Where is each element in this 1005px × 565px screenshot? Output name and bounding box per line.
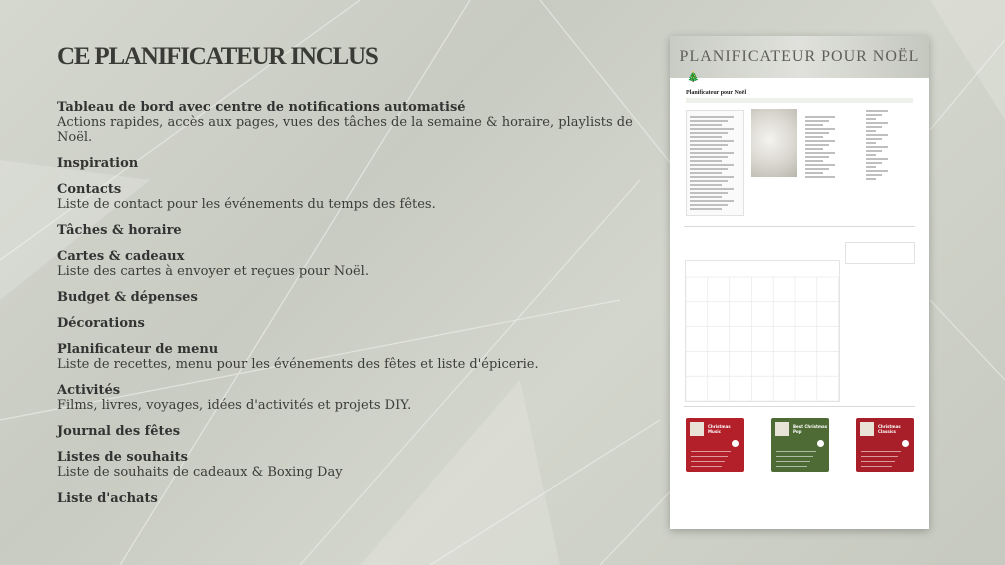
feature-item <box>57 491 647 506</box>
feature-description: Liste de contact pour les événements du temps des fêtes. <box>57 197 436 212</box>
preview-text-line <box>866 114 882 116</box>
preview-text-line <box>690 192 728 194</box>
preview-inspiration-photo <box>751 109 797 177</box>
preview-text-line <box>866 162 882 164</box>
preview-playlist-2 <box>771 418 829 472</box>
preview-calendar-grid <box>686 261 839 401</box>
preview-banner <box>670 36 929 78</box>
preview-text-line <box>690 152 734 154</box>
preview-text-line <box>690 128 734 130</box>
preview-text-line <box>866 122 888 124</box>
feature-title: Listes de souhaits <box>57 450 188 465</box>
playlist-title: Best Christmas Pop <box>793 424 828 434</box>
preview-text-line <box>690 148 722 150</box>
feature-title: Cartes & cadeaux <box>57 249 185 264</box>
preview-text-line <box>690 116 734 118</box>
feature-title: Décorations <box>57 316 145 331</box>
preview-text-line <box>866 110 888 112</box>
feature-title: Journal des fêtes <box>57 424 181 439</box>
feature-description: Films, livres, voyages, idées d'activités et projets DIY. <box>57 398 412 413</box>
playlist-track <box>776 461 810 462</box>
playlist-track <box>776 456 813 457</box>
preview-text-line <box>805 124 823 126</box>
features-column <box>57 42 647 517</box>
playlist-track <box>691 461 725 462</box>
playlist-track <box>691 456 728 457</box>
feature-item <box>57 290 647 305</box>
feature-title: Planificateur de menu <box>57 342 219 357</box>
feature-item <box>57 182 647 212</box>
preview-text-line <box>805 136 823 138</box>
preview-text-line <box>805 120 829 122</box>
preview-text-line <box>866 146 888 148</box>
feature-item <box>57 223 647 238</box>
playlist-title: Christmas Music <box>708 424 731 434</box>
preview-text-line <box>805 176 835 178</box>
preview-text-line <box>866 170 888 172</box>
play-icon <box>902 440 909 447</box>
feature-item <box>57 316 647 331</box>
preview-text-line <box>866 134 888 136</box>
playlist-track <box>861 451 901 452</box>
preview-text-line <box>805 116 835 118</box>
feature-title: Tâches & horaire <box>57 223 182 238</box>
preview-playlist-1 <box>686 418 744 472</box>
preview-text-line <box>690 184 722 186</box>
preview-text-line <box>805 164 835 166</box>
feature-list <box>57 100 647 506</box>
preview-text-line <box>805 160 823 162</box>
preview-text-line <box>866 130 876 132</box>
feature-item <box>57 249 647 279</box>
preview-text-line <box>690 176 734 178</box>
preview-text-line <box>866 150 882 152</box>
christmas-tree-icon: 🎄 <box>687 72 700 83</box>
preview-text-line <box>866 166 876 168</box>
preview-divider-2 <box>684 406 915 407</box>
feature-item <box>57 424 647 439</box>
preview-text-line <box>690 196 722 198</box>
preview-text-line <box>866 158 888 160</box>
playlist-track <box>691 451 731 452</box>
preview-text-line <box>866 118 876 120</box>
playlist-cover <box>690 422 704 436</box>
feature-title: Budget & dépenses <box>57 290 198 305</box>
feature-description: Liste de recettes, menu pour les événements des fêtes et liste d'épicerie. <box>57 357 539 372</box>
preview-text-line <box>690 144 728 146</box>
preview-text-line <box>805 132 829 134</box>
preview-text-line <box>805 128 835 130</box>
preview-text-line <box>866 174 882 176</box>
play-icon <box>817 440 824 447</box>
preview-text-line <box>866 126 882 128</box>
preview-text-line <box>690 208 722 210</box>
preview-text-line <box>690 172 722 174</box>
preview-text-line <box>805 156 829 158</box>
preview-divider <box>684 226 915 227</box>
preview-week-card <box>845 242 915 264</box>
feature-title: Liste d'achats <box>57 491 158 506</box>
preview-text-line <box>690 204 728 206</box>
playlist-cover <box>775 422 789 436</box>
feature-title: Inspiration <box>57 156 139 171</box>
playlist-track <box>691 466 722 467</box>
preview-text-line <box>690 136 722 138</box>
feature-description: Actions rapides, accès aux pages, vues des tâches de la semaine & horaire, playlists de Noël. <box>57 115 633 145</box>
planner-preview <box>670 36 929 529</box>
feature-item <box>57 100 647 145</box>
play-icon <box>732 440 739 447</box>
preview-calendar <box>685 260 840 402</box>
playlist-track <box>861 461 895 462</box>
playlist-title: Christmas Classics <box>878 424 901 434</box>
playlist-track <box>861 466 892 467</box>
preview-text-line <box>866 154 876 156</box>
preview-text-line <box>805 144 829 146</box>
preview-text-line <box>866 138 882 140</box>
preview-text-line <box>866 178 876 180</box>
preview-text-line <box>690 180 728 182</box>
feature-title: Contacts <box>57 182 122 197</box>
preview-text-line <box>690 164 734 166</box>
feature-description: Liste de souhaits de cadeaux & Boxing Day <box>57 465 343 480</box>
feature-item <box>57 156 647 171</box>
feature-title: Tableau de bord avec centre de notifications automatisé <box>57 100 466 115</box>
playlist-track <box>776 451 816 452</box>
playlist-track <box>861 456 898 457</box>
preview-text-line <box>690 168 728 170</box>
feature-item <box>57 342 647 372</box>
preview-page-title: Planificateur pour Noël <box>686 90 747 96</box>
preview-notification-bar <box>686 98 913 103</box>
preview-text-line <box>690 156 728 158</box>
preview-text-line <box>690 124 722 126</box>
feature-item <box>57 383 647 413</box>
preview-text-line <box>805 168 829 170</box>
preview-text-line <box>866 142 876 144</box>
feature-title: Activités <box>57 383 121 398</box>
preview-playlist-3 <box>856 418 914 472</box>
feature-item <box>57 450 647 480</box>
preview-text-line <box>805 148 823 150</box>
playlist-track <box>776 466 807 467</box>
preview-text-line <box>690 132 728 134</box>
playlist-cover <box>860 422 874 436</box>
preview-text-line <box>805 172 823 174</box>
preview-text-line <box>690 200 734 202</box>
preview-text-line <box>690 140 734 142</box>
preview-banner-title: PLANIFICATEUR POUR NOËL <box>679 48 920 65</box>
preview-text-line <box>805 152 835 154</box>
preview-text-line <box>805 140 835 142</box>
feature-description: Liste des cartes à envoyer et reçues pour Noël. <box>57 264 369 279</box>
heading: CE PLANIFICATEUR INCLUS <box>57 43 378 70</box>
preview-text-line <box>690 160 722 162</box>
preview-text-line <box>690 188 734 190</box>
preview-text-line <box>690 120 728 122</box>
